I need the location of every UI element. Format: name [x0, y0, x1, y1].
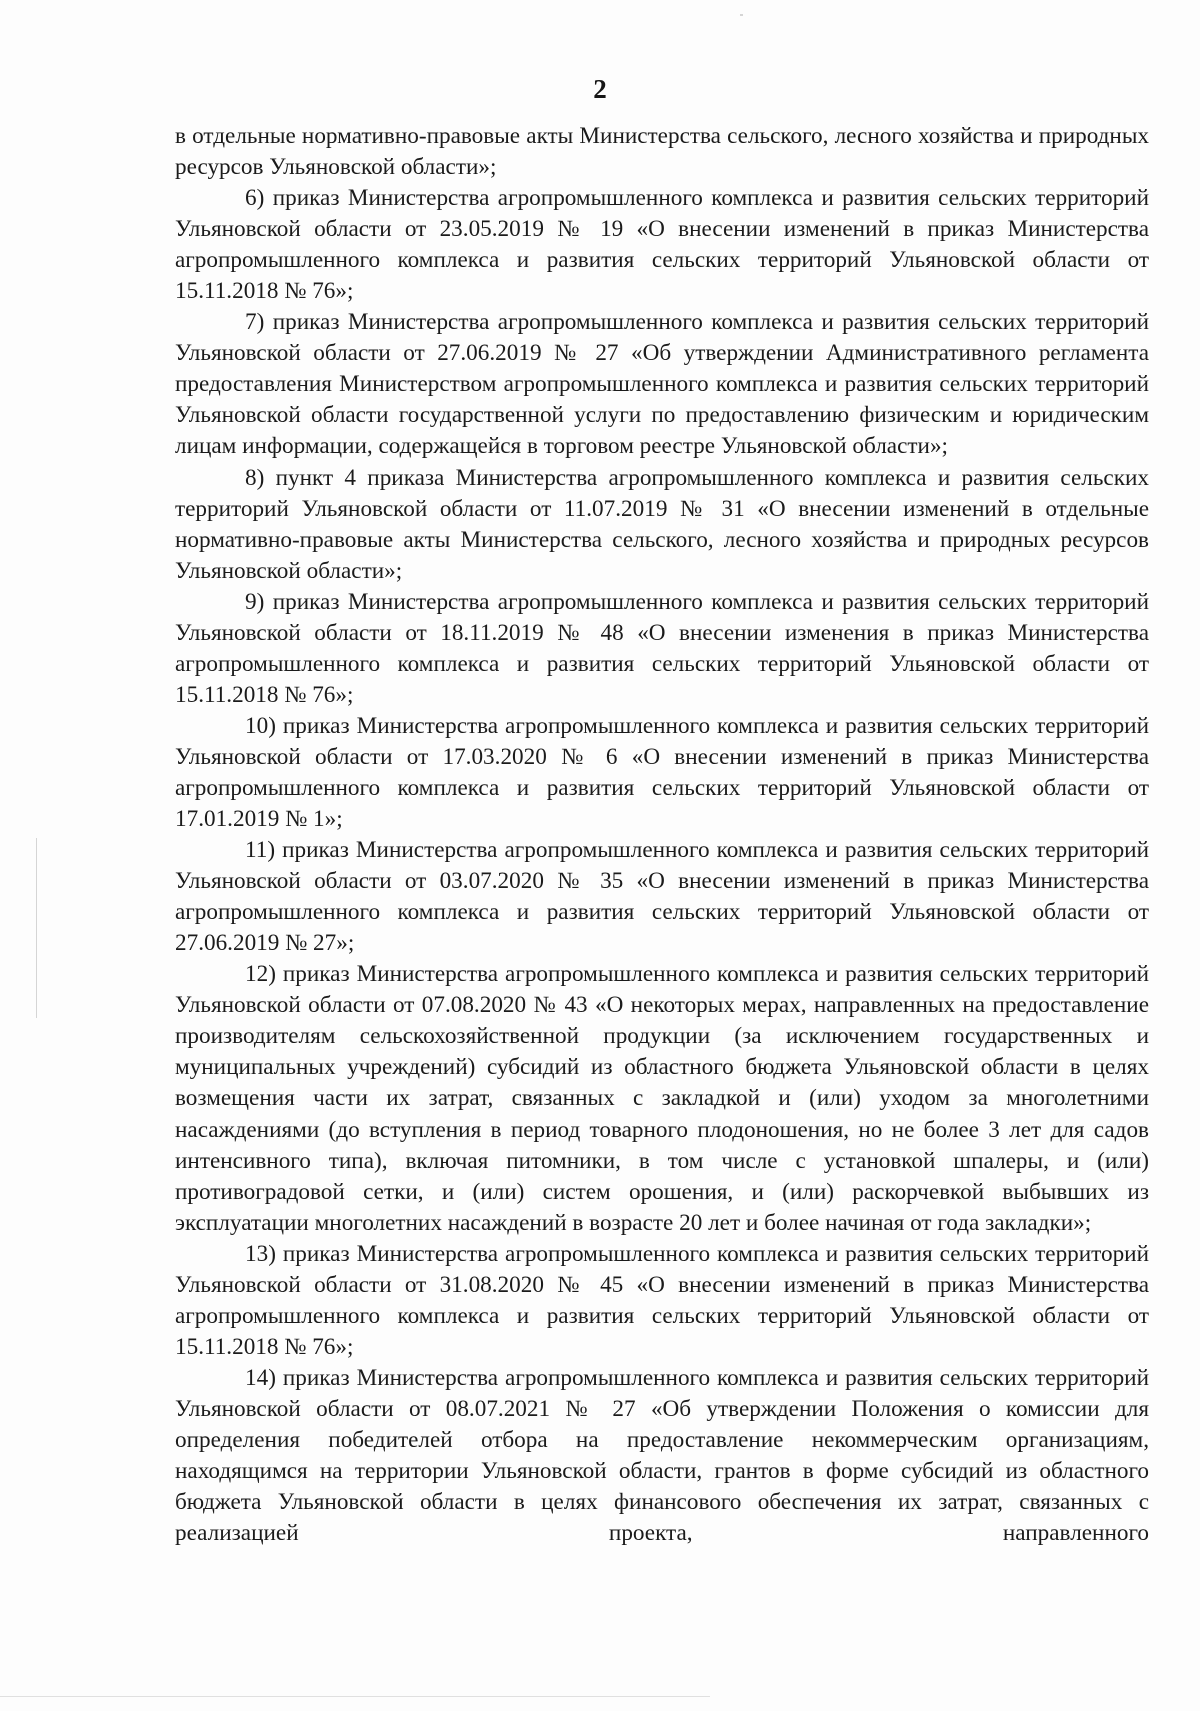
- list-item-12: 12) приказ Министерства агропромышленного комплекса и развития сельских территорий Ульяновской области от 07.08.2020 № 43 «О некоторых мерах, направленных на предоставление производителям сельскохозяйственной продукции (за исключением государственных и муниципальных учреждений) субсидий из областного бюджета Ульяновской области в целях возмещения части их затрат, связанных с закладкой и (или) уходом за многолетними насаждениями (до вступления в период товарного плодоношения, но не более 3 лет для садов интенсивного типа), включая питомники, в том числе с установкой шпалеры, и (или) противоградовой сетки, и (или) систем орошения, и (или) раскорчевкой выбывших из эксплуатации многолетних насаждений в возрасте 20 лет и более начиная от года закладки»;: [175, 961, 1149, 1236]
- list-item-8: 8) пункт 4 приказа Министерства агропромышленного комплекса и развития сельских территорий Ульяновской области от 11.07.2019 № 31 «О внесении изменений в отдельные нормативно-правовые акты Министерства сельского, лесного хозяйства и природных ресурсов Ульяновской области»;: [175, 464, 1149, 584]
- list-item-7: 7) приказ Министерства агропромышленного комплекса и развития сельских территорий Ульяновской области от 27.06.2019 № 27 «Об утверждении Административного регламента предоставления Министерством агропромышленного комплекса и развития сельских территорий Ульяновской области государственной услуги по предоставлению физическим и юридическим лицам информации, содержащейся в торговом реестре Ульяновской области»;: [175, 309, 1149, 460]
- list-item-11: 11) приказ Министерства агропромышленного комплекса и развития сельских территорий Ульяновской области от 03.07.2020 № 35 «О внесении изменений в приказ Министерства агропромышленного комплекса и развития сельских территорий Ульяновской области от 27.06.2019 № 27»;: [175, 837, 1149, 957]
- scan-artifact-left-line: [36, 838, 37, 1018]
- scan-artifact-bottom-line: [0, 1696, 710, 1697]
- scan-artifact-top-dot: [740, 14, 743, 16]
- list-item-14: 14) приказ Министерства агропромышленного комплекса и развития сельских территорий Ульяновской области от 08.07.2021 № 27 «Об утверждении Положения о комиссии для определения победителей отбора на предоставление некоммерческим организациям, находящимся на территории Ульяновской области, грантов в форме субсидий из областного бюджета Ульяновской области в целях финансового обеспечения их затрат, связанных с реализацией проекта, направленного: [175, 1364, 1149, 1547]
- list-item-13: 13) приказ Министерства агропромышленного комплекса и развития сельских территорий Ульяновской области от 31.08.2020 № 45 «О внесении изменений в приказ Министерства агропромышленного комплекса и развития сельских территорий Ульяновской области от 15.11.2018 № 76»;: [175, 1240, 1149, 1360]
- page-number: 2: [593, 74, 607, 104]
- document-body: [175, 121, 1149, 1549]
- list-item-9: 9) приказ Министерства агропромышленного комплекса и развития сельских территорий Ульяновской области от 18.11.2019 № 48 «О внесении изменения в приказ Министерства агропромышленного комплекса и развития сельских территорий Ульяновской области от 15.11.2018 № 76»;: [175, 588, 1149, 708]
- list-item-10: 10) приказ Министерства агропромышленного комплекса и развития сельских территорий Ульяновской области от 17.03.2020 № 6 «О внесении изменений в приказ Министерства агропромышленного комплекса и развития сельских территорий Ульяновской области от 17.01.2019 № 1»;: [175, 712, 1149, 833]
- list-item-6: 6) приказ Министерства агропромышленного комплекса и развития сельских территорий Ульяновской области от 23.05.2019 № 19 «О внесении изменений в приказ Министерства агропромышленного комплекса и развития сельских территорий Ульяновской области от 15.11.2018 № 76»;: [175, 185, 1149, 305]
- paragraph-continuation: в отдельные нормативно-правовые акты Министерства сельского, лесного хозяйства и природных ресурсов Ульяновской области»;: [175, 123, 1149, 181]
